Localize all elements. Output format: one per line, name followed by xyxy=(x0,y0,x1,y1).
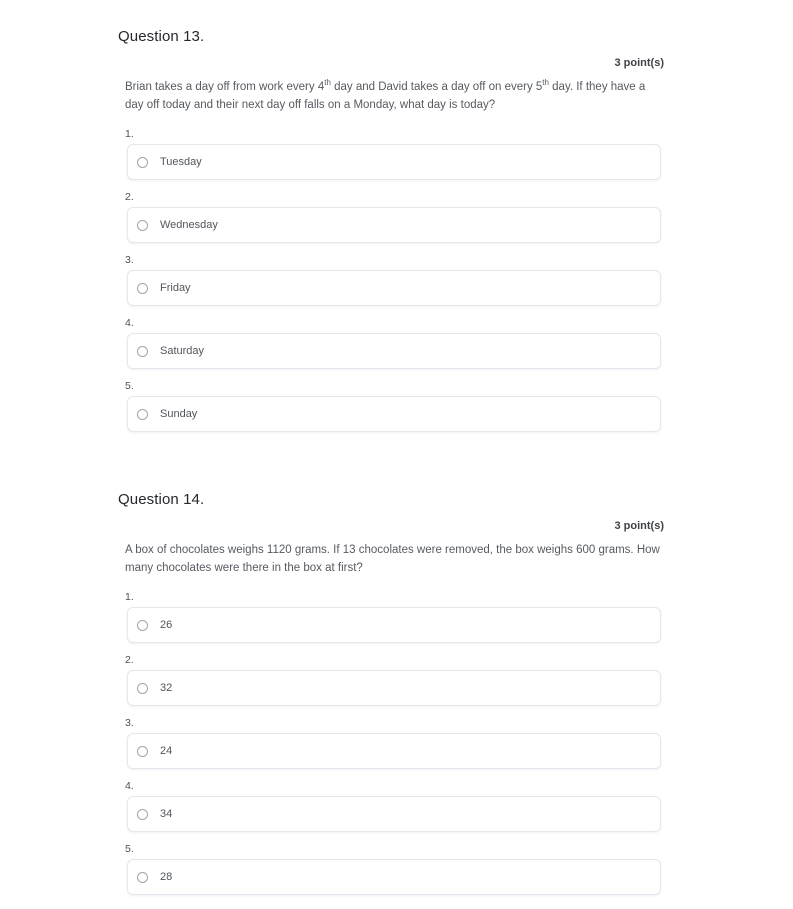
option-number: 4. xyxy=(125,317,134,329)
option-number: 5. xyxy=(125,843,134,855)
option-box[interactable] xyxy=(127,859,661,895)
option-label: 28 xyxy=(160,871,173,883)
option-item xyxy=(127,254,664,306)
option-item xyxy=(127,780,664,832)
radio-icon[interactable] xyxy=(137,683,148,694)
option-number: 2. xyxy=(125,191,134,203)
question-points: 3 point(s) xyxy=(614,57,664,69)
radio-icon[interactable] xyxy=(137,220,148,231)
option-box[interactable] xyxy=(127,270,661,306)
options-list xyxy=(127,591,664,895)
option-box[interactable] xyxy=(127,333,661,369)
option-number: 3. xyxy=(125,254,134,266)
radio-icon[interactable] xyxy=(137,872,148,883)
option-number: 1. xyxy=(125,591,134,603)
option-item xyxy=(127,843,664,895)
option-item xyxy=(127,191,664,243)
radio-icon[interactable] xyxy=(137,157,148,168)
option-item xyxy=(127,317,664,369)
radio-icon[interactable] xyxy=(137,809,148,820)
option-box[interactable] xyxy=(127,733,661,769)
option-label: 24 xyxy=(160,745,173,757)
option-label: Wednesday xyxy=(160,219,218,231)
question-title: Question 14. xyxy=(118,491,205,508)
options-list xyxy=(127,128,664,432)
option-item xyxy=(127,654,664,706)
question-text: Brian takes a day off from work every 4th day and David takes a day off on every 5th day. If they have a day off today and their next day off falls on a Monday, what day is today? xyxy=(125,78,646,111)
option-item xyxy=(127,128,664,180)
option-box[interactable] xyxy=(127,144,661,180)
question-block-14 xyxy=(118,491,664,895)
option-number: 3. xyxy=(125,717,134,729)
option-label: Tuesday xyxy=(160,156,202,168)
question-title: Question 13. xyxy=(118,28,205,45)
option-box[interactable] xyxy=(127,607,661,643)
option-box[interactable] xyxy=(127,207,661,243)
option-box[interactable] xyxy=(127,796,661,832)
radio-icon[interactable] xyxy=(137,746,148,757)
option-label: Saturday xyxy=(160,345,205,357)
option-label: Friday xyxy=(160,282,191,294)
option-number: 1. xyxy=(125,128,134,140)
option-label: 32 xyxy=(160,682,173,694)
option-item xyxy=(127,380,664,432)
option-label: 26 xyxy=(160,619,173,631)
option-item xyxy=(127,591,664,643)
option-number: 5. xyxy=(125,380,134,392)
option-number: 2. xyxy=(125,654,134,666)
question-text: A box of chocolates weighs 1120 grams. If 13 chocolates were removed, the box weighs 600 grams. How many chocolates were there in the box at first? xyxy=(125,544,660,574)
option-item xyxy=(127,717,664,769)
option-label: Sunday xyxy=(160,408,198,420)
radio-icon[interactable] xyxy=(137,346,148,357)
option-box[interactable] xyxy=(127,670,661,706)
radio-icon[interactable] xyxy=(137,620,148,631)
question-block-13 xyxy=(118,28,664,432)
radio-icon[interactable] xyxy=(137,409,148,420)
question-points: 3 point(s) xyxy=(614,520,664,532)
option-label: 34 xyxy=(160,808,173,820)
option-box[interactable] xyxy=(127,396,661,432)
option-number: 4. xyxy=(125,780,134,792)
radio-icon[interactable] xyxy=(137,283,148,294)
